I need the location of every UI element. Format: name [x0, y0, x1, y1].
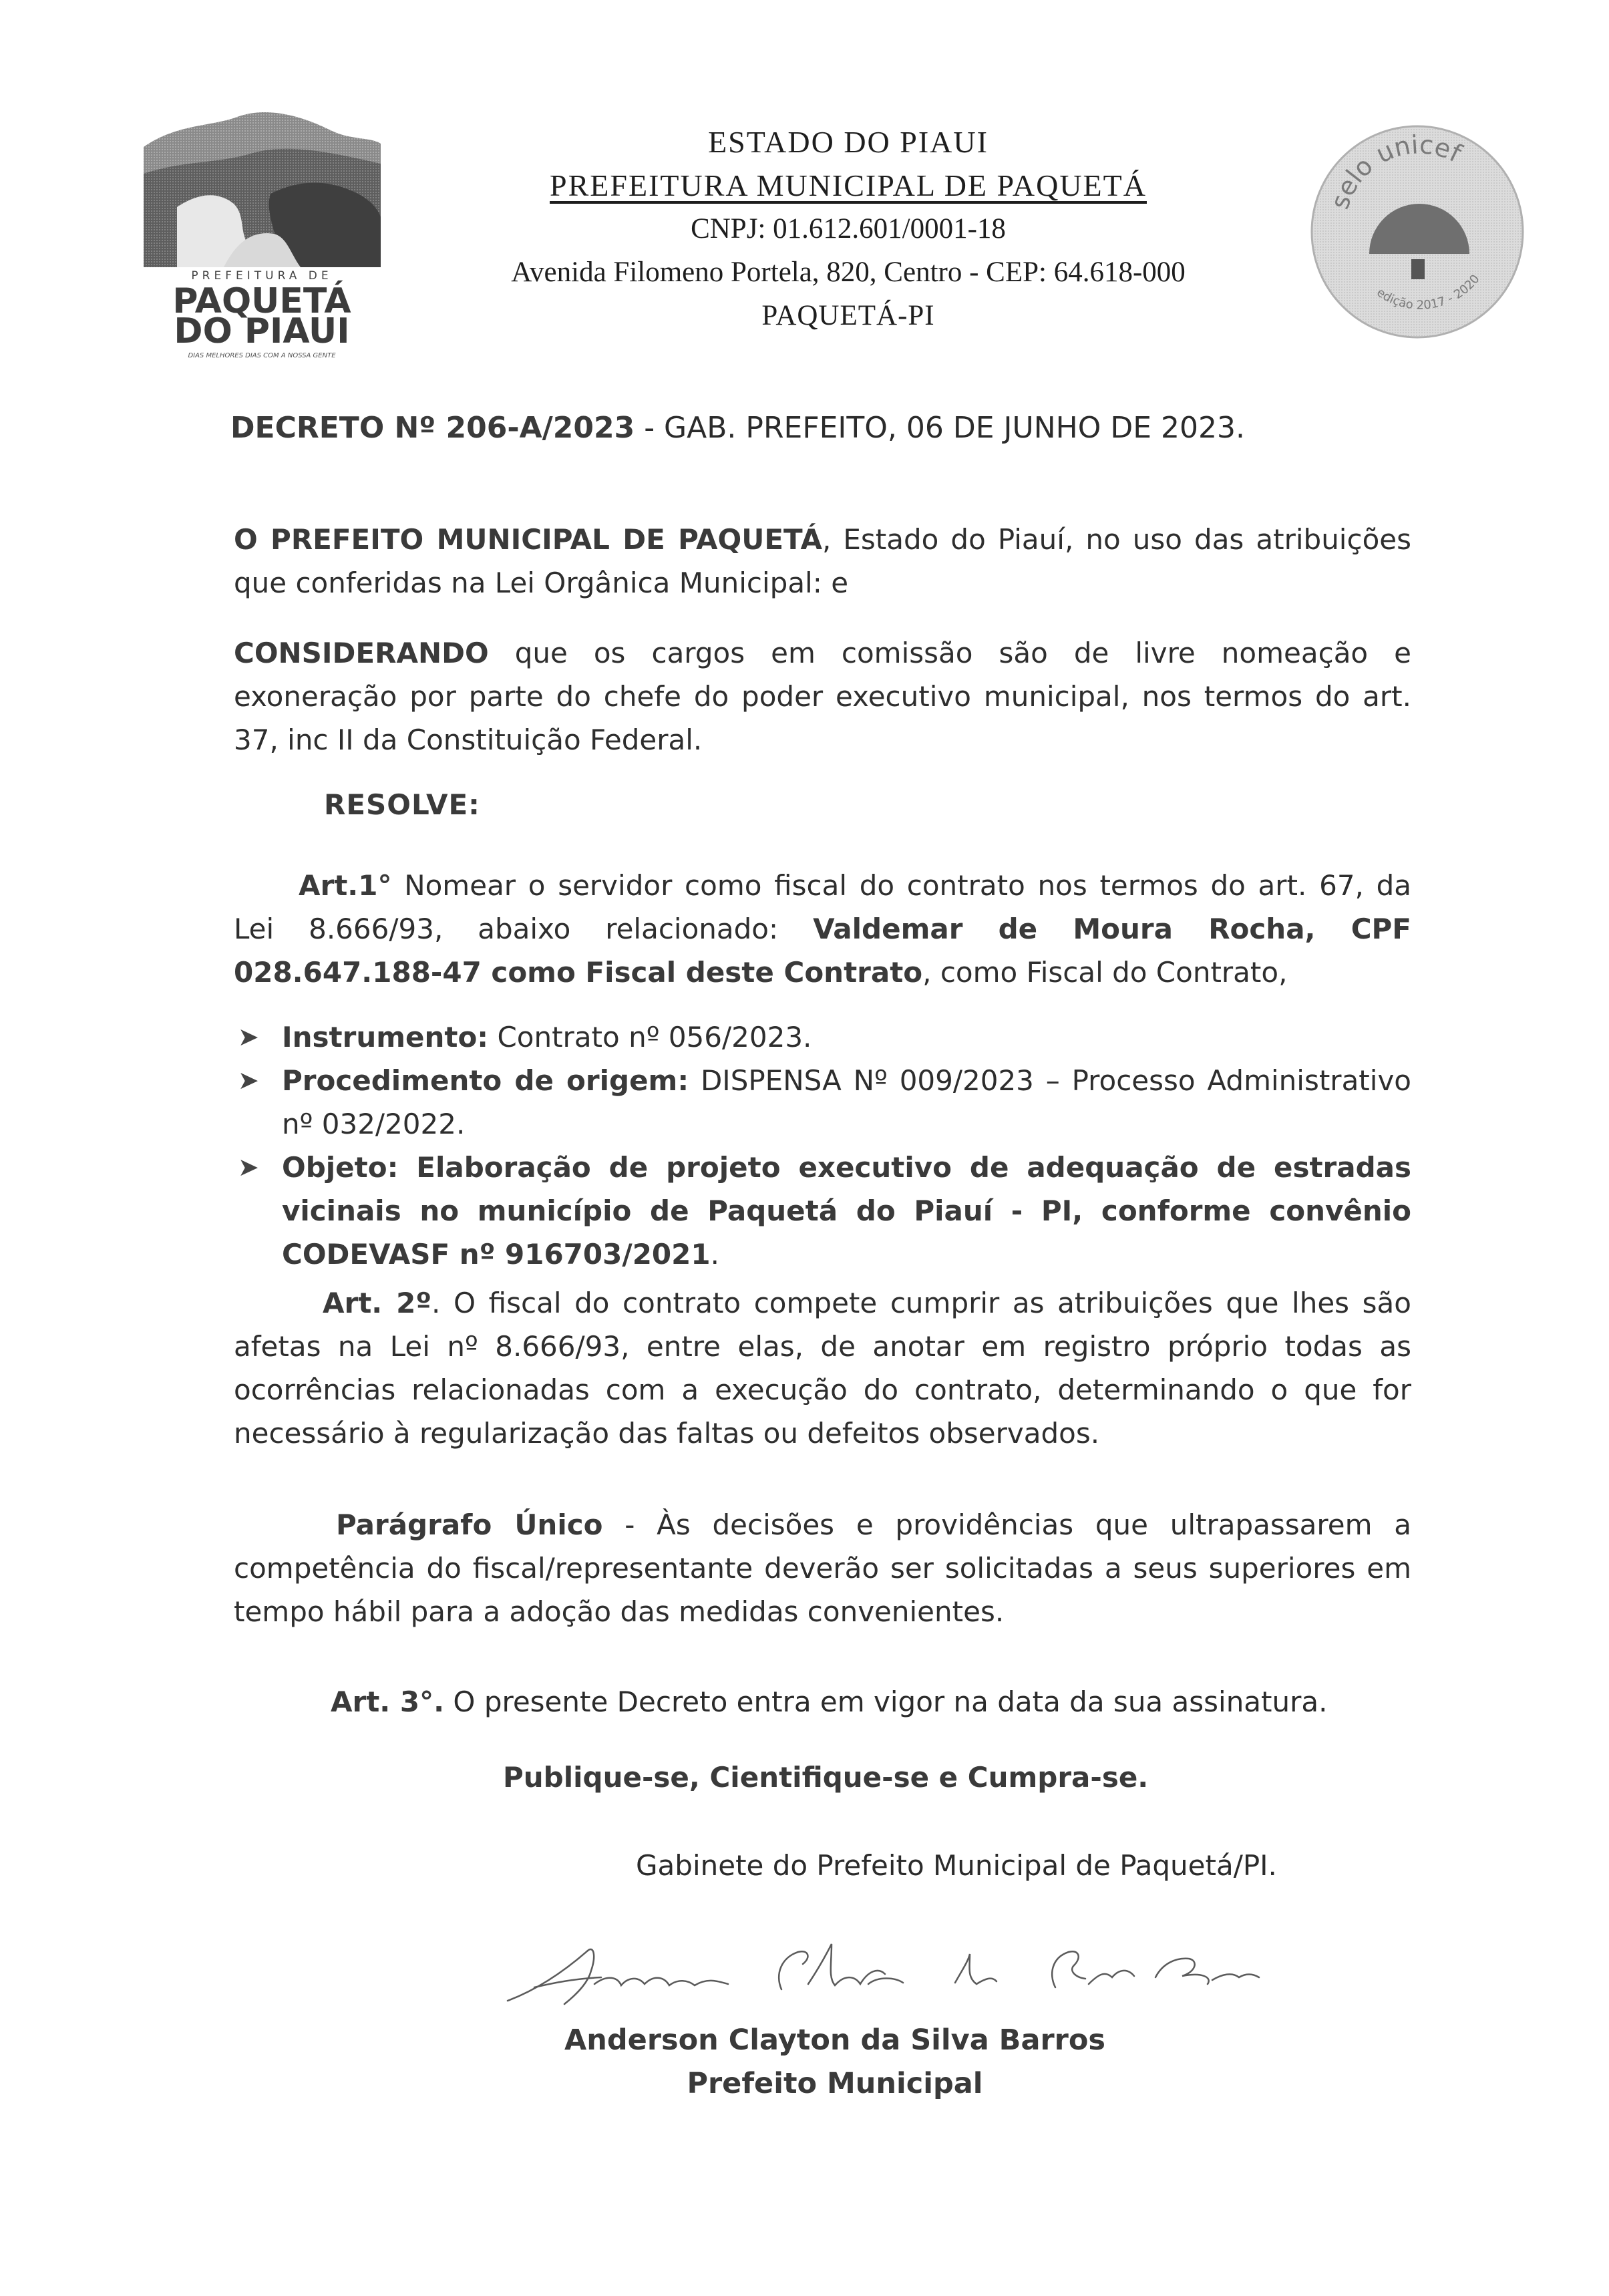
list-item-procedimento	[234, 1059, 1411, 1146]
decree-date: - GAB. PREFEITO, 06 DE JUNHO DE 2023.	[635, 411, 1245, 445]
item-label: Objeto:	[282, 1151, 399, 1184]
logo-graphic	[137, 100, 387, 361]
considerando-text: que os cargos em comissão são de livre nomeação e exoneração por parte do chefe do poder executivo municipal, nos termos do art. 37, inc II da Constituição Federal.	[234, 637, 1411, 756]
article-1-appointee: Valdemar de Moura Rocha, CPF 028.647.188-47 como Fiscal deste Contrato	[234, 913, 1411, 989]
publique-text: Publique-se, Cientifique-se e Cumpra-se.	[503, 1761, 1149, 1794]
item-label: Procedimento de origem:	[282, 1064, 689, 1097]
letterhead-text	[414, 120, 1282, 337]
preamble-bold: O PREFEITO MUNICIPAL DE PAQUETÁ	[234, 523, 822, 556]
item-text: Elaboração de projeto executivo de adequação de estradas vicinais no município de Paquetá do Piauí - PI, conforme convênio CODEVASF nº 916703/2021	[282, 1151, 1411, 1271]
resolve-heading	[324, 788, 480, 821]
paragrafo-label: Parágrafo Único	[336, 1508, 603, 1541]
gabinete-line: Gabinete do Prefeito Municipal de Paquetá/PI.	[636, 1849, 1277, 1882]
logo-top-text: PREFEITURA DE	[191, 269, 333, 283]
address: Avenida Filomeno Portela, 820, Centro - CEP: 64.618-000	[511, 257, 1186, 288]
prefecture-name: PREFEITURA MUNICIPAL DE PAQUETÁ	[550, 168, 1147, 202]
logo-slogan: DIAS MELHORES DIAS COM A NOSSA GENTE	[188, 352, 336, 359]
paragrafo-text: - Às decisões e providências que ultrapassarem a competência do fiscal/representante deverão ser solicitadas a seus superiores em tempo hábil para a adoção das medidas convenientes.	[234, 1508, 1412, 1628]
signature-graphic	[494, 1911, 1269, 2024]
considerando-bold: CONSIDERANDO	[234, 637, 489, 669]
signature-text: Anderson Clayton da Silva Barros	[824, 2012, 939, 2019]
article-3-label: Art. 3°.	[331, 1685, 445, 1718]
item-text: Contrato nº 056/2023.	[488, 1021, 812, 1053]
article-1-label: Art.1°	[299, 869, 392, 902]
cnpj: CNPJ: 01.612.601/0001-18	[691, 213, 1006, 244]
arrow-bullet-icon: ➤	[238, 1152, 259, 1182]
city: PAQUETÁ-PI	[761, 300, 935, 331]
preamble-paragraph	[234, 518, 1411, 605]
article-2	[234, 1281, 1411, 1455]
publication-order	[503, 1756, 1148, 1799]
article-1	[234, 864, 1411, 994]
signatory-name: Anderson Clayton da Silva Barros	[564, 2023, 1106, 2057]
state-name: ESTADO DO PIAUI	[708, 125, 989, 159]
paragrafo-unico	[234, 1503, 1411, 1633]
signatory-block	[401, 2019, 1269, 2106]
article-2-label: Art. 2º	[323, 1287, 432, 1319]
municipality-logo	[137, 100, 387, 361]
preamble-text: , Estado do Piauí, no uso das atribuições que conferidas na Lei Orgânica Municipal: e	[234, 523, 1411, 599]
contract-details-list	[234, 1015, 1411, 1276]
unicef-seal	[1306, 120, 1530, 344]
article-3-text: O presente Decreto entra em vigor na data da sua assinatura.	[444, 1685, 1328, 1718]
signatory-title: Prefeito Municipal	[687, 2067, 983, 2100]
article-3	[331, 1680, 1328, 1724]
decree-heading	[230, 406, 1433, 450]
considerando-paragraph	[234, 631, 1411, 762]
logo-name-line1: PAQUETÁ	[172, 281, 351, 321]
seal-graphic	[1306, 120, 1530, 344]
article-2-text: . O fiscal do contrato compete cumprir as atribuições que lhes são afetas na Lei nº 8.666/93, entre elas, de anotar em registro próprio todas as ocorrências relacionadas com a execução do contrato, determinando o que for necessário à regularização das faltas ou defeitos observados.	[234, 1287, 1411, 1450]
item-label: Instrumento:	[282, 1021, 489, 1053]
resolve-label: RESOLVE:	[324, 788, 480, 821]
list-item-instrumento	[234, 1015, 1411, 1059]
seal-bottom-text: edição 2017 - 2020	[1374, 272, 1483, 313]
decree-number: DECRETO Nº 206-A/2023	[230, 411, 635, 445]
arrow-bullet-icon: ➤	[238, 1065, 259, 1095]
seal-arc-text: selo unicef	[1324, 130, 1466, 213]
list-item-objeto	[234, 1146, 1411, 1276]
item-text: DISPENSA Nº 009/2023 – Processo Administrativo nº 032/2022.	[282, 1064, 1411, 1140]
article-1-text: Nomear o servidor como fiscal do contrato nos termos do art. 67, da Lei 8.666/93, abaixo relacionado:	[234, 869, 1411, 945]
logo-name-line2: DO PIAUI	[174, 311, 350, 351]
article-1-tail: , como Fiscal do Contrato,	[922, 956, 1288, 989]
arrow-bullet-icon: ➤	[238, 1022, 259, 1051]
handwritten-signature	[494, 1911, 1269, 2024]
item-tail: .	[710, 1238, 719, 1271]
